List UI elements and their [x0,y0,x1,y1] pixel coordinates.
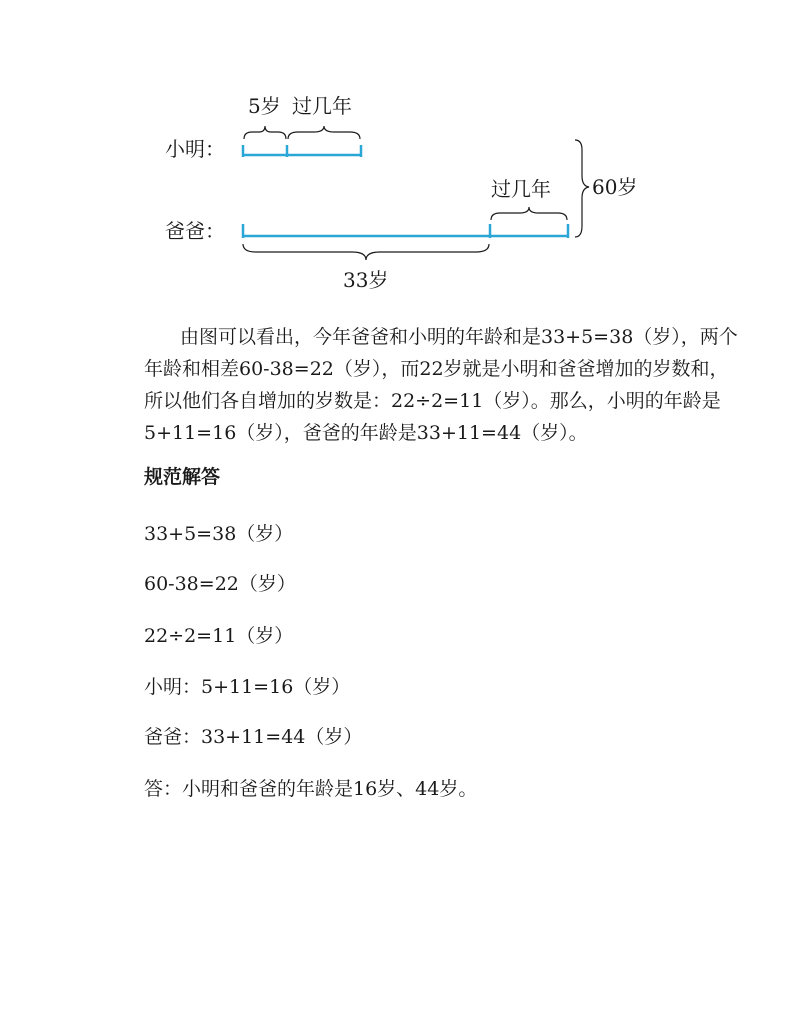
line-segment-diagram [0,0,800,300]
solution-step: 33+5=38（岁） [144,523,294,545]
xiaoming-segment [243,145,361,157]
label-baba: 爸爸： [165,219,225,243]
brace-60-years-label: 60岁 [592,175,638,199]
solution-step: 爸爸：33+11=44（岁） [144,726,363,748]
brace-33-years [243,244,489,260]
brace-years-later-xiaoming [288,126,360,139]
brace-60-years [575,140,589,237]
label-xiaoming: 小明： [165,137,225,161]
answer: 答：小明和爸爸的年龄是16岁、44岁。 [144,778,478,800]
solution-heading: 规范解答 [144,466,221,488]
brace-years-later-baba [491,207,567,220]
brace-33-years-label: 33岁 [343,268,389,292]
explanation-line: 年龄和相差60-38=22（岁），而22岁就是小明和爸爸增加的岁数和， [144,358,729,380]
explanation-line: 5+11=16（岁），爸爸的年龄是33+11=44（岁）。 [144,422,588,444]
solution-step: 60-38=22（岁） [144,573,296,595]
explanation-line: 所以他们各自增加的岁数是：22÷2=11（岁）。那么，小明的年龄是 [144,390,721,412]
brace-years-later-baba-label: 过几年 [491,177,551,201]
explanation-paragraph [144,321,738,449]
solution-step: 22÷2=11（岁） [144,625,294,647]
explanation-line: 由图可以看出，今年爸爸和小明的年龄和是33+5=38（岁），两个 [180,326,738,348]
brace-years-later-xiaoming-label: 过几年 [292,94,352,118]
brace-5-years [244,126,286,139]
baba-segment [243,224,568,238]
brace-5-years-label: 5岁 [248,94,281,118]
solution-step: 小明：5+11=16（岁） [144,676,351,698]
